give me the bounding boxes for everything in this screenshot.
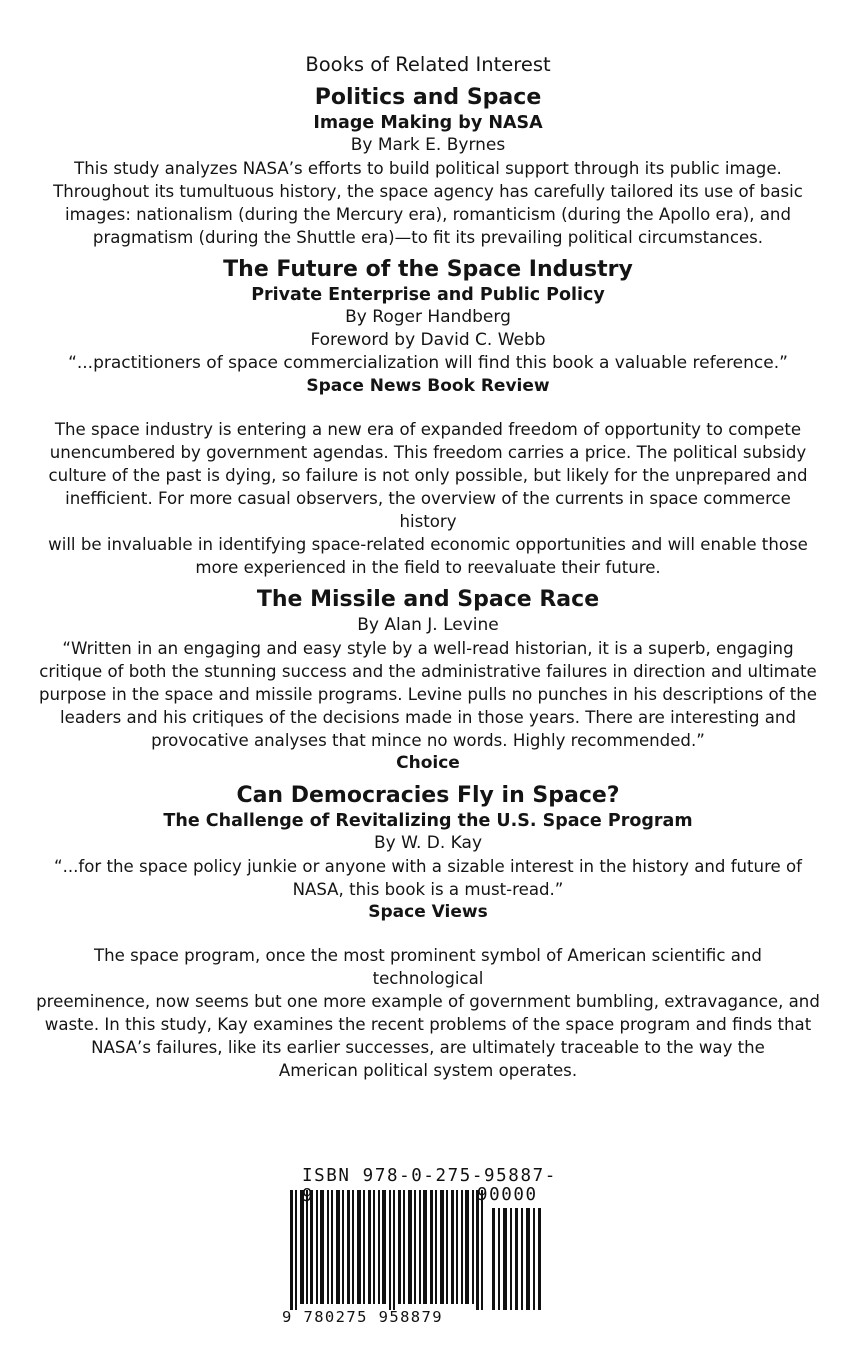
- book-future-of-space-industry: [36, 256, 820, 579]
- book-politics-and-space: [36, 84, 820, 249]
- review-source: Space News Book Review: [306, 376, 550, 396]
- review-quote: “...practitioners of space commercialization will find this book a valuable reference.”: [68, 353, 788, 373]
- book-author: By Mark E. Byrnes: [350, 135, 506, 155]
- book-subtitle: Private Enterprise and Public Policy: [251, 285, 605, 305]
- price-code: 90000: [477, 1185, 538, 1205]
- book-title: The Future of the Space Industry: [223, 257, 633, 282]
- book-author: By Alan J. Levine: [357, 615, 499, 635]
- description-line: waste. In this study, Kay examines the recent problems of the space program and finds that: [44, 1015, 812, 1034]
- description-line: will be invaluable in identifying space-related economic opportunities and will enable those: [48, 535, 808, 554]
- description-line: pragmatism (during the Shuttle era)—to fit its prevailing political circumstances.: [92, 228, 764, 247]
- description-line: images: nationalism (during the Mercury era), romanticism (during the Apollo era), and: [64, 205, 791, 224]
- ean-right-digits: 958879: [378, 1308, 444, 1326]
- book-title: Politics and Space: [314, 85, 542, 110]
- price-bars: [492, 1208, 541, 1310]
- description-line: American political system operates.: [278, 1061, 578, 1080]
- review-quote-line: NASA, this book is a must-read.”: [292, 880, 564, 899]
- book-subtitle: Image Making by NASA: [313, 113, 543, 133]
- ean-bars: [290, 1190, 483, 1310]
- ean-left-digits: 780275: [303, 1308, 368, 1326]
- review-source: Space Views: [368, 902, 488, 922]
- book-foreword: Foreword by David C. Webb: [310, 330, 546, 350]
- review-quote-line: “...for the space policy junkie or anyone with a sizable interest in the history and future of: [53, 857, 803, 876]
- review-quote-line: provocative analyses that mince no words. Highly recommended.”: [151, 731, 705, 750]
- description-line: The space program, once the most prominent symbol of American scientific and technological: [94, 946, 762, 988]
- book-subtitle: The Challenge of Revitalizing the U.S. Space Program: [163, 811, 693, 831]
- description-line: NASA’s failures, like its earlier successes, are ultimately traceable to the way the: [91, 1038, 765, 1057]
- section-heading: Books of Related Interest: [305, 53, 551, 76]
- description-line: unencumbered by government agendas. This freedom carries a price. The political subsidy: [49, 443, 807, 462]
- book-missile-and-space-race: [36, 586, 820, 775]
- description-line: This study analyzes NASA’s efforts to build political support through its public image.: [74, 159, 782, 178]
- review-source: Choice: [396, 753, 460, 773]
- book-title: Can Democracies Fly in Space?: [236, 783, 620, 808]
- book-can-democracies-fly: [36, 782, 820, 1082]
- review-quote-line: leaders and his critiques of the decisions made in those years. There are interesting and: [60, 708, 796, 727]
- related-books-page: [36, 52, 820, 1082]
- review-quote-line: purpose in the space and missile programs. Levine pulls no punches in his descriptions of the: [38, 685, 818, 704]
- ean-lead-digit: 9: [282, 1308, 293, 1326]
- description-line: Throughout its tumultuous history, the space agency has carefully tailored its use of basic: [53, 182, 803, 201]
- description-line: The space industry is entering a new era of expanded freedom of opportunity to compete: [54, 420, 802, 439]
- book-title: The Missile and Space Race: [256, 587, 600, 612]
- description-line: culture of the past is dying, so failure is not only possible, but likely for the unprepared and: [48, 466, 808, 485]
- description-line: inefficient. For more casual observers, the overview of the currents in space commerce history: [65, 489, 791, 531]
- ean-number: [282, 1308, 443, 1326]
- isbn-barcode: [272, 1166, 562, 1336]
- review-quote-line: “Written in an engaging and easy style by a well-read historian, it is a superb, engaging: [62, 639, 794, 658]
- description-line: more experienced in the field to reevaluate their future.: [195, 558, 661, 577]
- isbn-text: ISBN 978-0-275-95887-9: [302, 1166, 557, 1206]
- description-line: preeminence, now seems but one more example of government bumbling, extravagance, and: [36, 992, 820, 1011]
- book-author: By W. D. Kay: [373, 833, 483, 853]
- review-quote-line: critique of both the stunning success and the administrative failures in direction and ultimate: [39, 662, 817, 681]
- book-author: By Roger Handberg: [345, 307, 511, 327]
